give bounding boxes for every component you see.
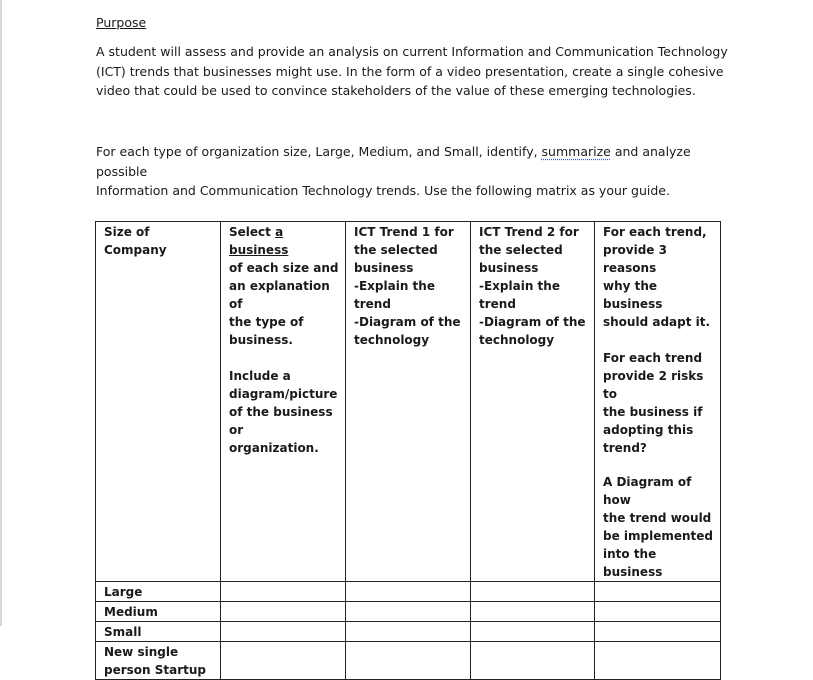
table-cell[interactable] [221,642,346,680]
underlined-phrase: a business [229,225,289,257]
header-line: business [479,261,539,275]
spellcheck-word[interactable]: summarize [541,144,611,159]
header-line: -Explain the trend [354,279,435,311]
instructions-paragraph [96,142,736,201]
intro-line: (ICT) trends that businesses might use. In the form of a video presentation, create a single cohesive [96,63,724,79]
header-line: provide 2 risks to [603,369,704,401]
header-line: technology [479,333,555,347]
header-line: provide 3 reasons [603,243,667,275]
intro-line: A student will assess and provide an analysis on current Information and Communication Technology [96,44,728,59]
table-cell[interactable] [595,622,721,642]
table-cell[interactable] [346,642,471,680]
table-cell[interactable] [595,582,721,602]
table-row [96,622,721,642]
line-gap [603,331,714,349]
table-cell[interactable] [471,602,595,622]
header-line: into the business [603,547,663,579]
header-line: business [354,261,414,275]
intro-paragraph [96,42,736,101]
row-label-startup[interactable] [96,642,221,680]
table-cell[interactable] [221,602,346,622]
header-line: -Explain the trend [479,279,560,311]
row-label-small[interactable]: Small [96,622,221,642]
header-line: business. [229,333,293,347]
header-ict-trend-1[interactable] [346,222,471,582]
header-line: ICT Trend 1 for [354,225,454,239]
table-cell[interactable] [346,602,471,622]
header-line: Include a [229,369,291,383]
table-cell[interactable] [595,642,721,680]
table-cell[interactable] [221,582,346,602]
header-line: the business if [603,405,703,419]
row-label-medium[interactable]: Medium [96,602,221,622]
header-line: of each size and [229,261,339,275]
header-line: the selected [479,243,563,257]
header-line [229,223,339,259]
header-line: A Diagram of how [603,475,692,507]
instructions-text: For each type of organization size, Large, Medium, and Small, identify, [96,144,542,159]
header-line: of the business or [229,405,333,437]
header-line: trend? [603,441,647,455]
row-label-large[interactable]: Large [96,582,221,602]
purpose-heading: Purpose [96,15,147,30]
header-reasons-risks-diagram[interactable] [595,222,721,582]
header-line: the selected [354,243,438,257]
table-row [96,582,721,602]
table-row [96,642,721,680]
table-row [96,602,721,622]
ict-matrix-table [95,221,721,680]
line-gap [603,457,714,473]
instructions-line-1 [96,142,736,181]
table-header-row [96,222,721,582]
header-line: should adapt it. [603,315,711,329]
header-line: -Diagram of the [354,315,461,329]
table-cell[interactable] [346,622,471,642]
header-line: adopting this [603,423,694,437]
instructions-text: and analyze possible [96,144,691,179]
header-line: technology [354,333,430,347]
header-ict-trend-2[interactable] [471,222,595,582]
table-cell[interactable] [471,582,595,602]
header-select-business[interactable] [221,222,346,582]
instructions-line-2: Information and Communication Technology trends. Use the following matrix as your guide. [96,183,670,198]
header-line: an explanation of [229,279,330,311]
header-line: -Diagram of the [479,315,586,329]
table-cell[interactable] [471,622,595,642]
table-cell[interactable] [221,622,346,642]
header-size-of-company[interactable] [96,222,221,582]
header-line: the trend would [603,511,712,525]
header-line: For each trend, [603,225,707,239]
header-line: why the business [603,279,663,311]
line-gap [229,349,339,367]
header-line: ICT Trend 2 for [479,225,579,239]
intro-line: video that could be used to convince stakeholders of the value of these emerging technologies. [96,83,696,98]
table-cell[interactable] [595,602,721,622]
row-label-line: person Startup [104,663,207,677]
header-line: be implemented [603,529,714,543]
table-cell[interactable] [346,582,471,602]
header-line: organization. [229,441,319,455]
header-text: Size of Company [104,225,167,257]
header-line: the type of [229,315,304,329]
page-edge [0,0,2,626]
row-label-line: New single [104,645,179,659]
header-text: Select [229,225,276,239]
table-cell[interactable] [471,642,595,680]
header-line: For each trend [603,351,703,365]
header-line: diagram/picture [229,387,338,401]
